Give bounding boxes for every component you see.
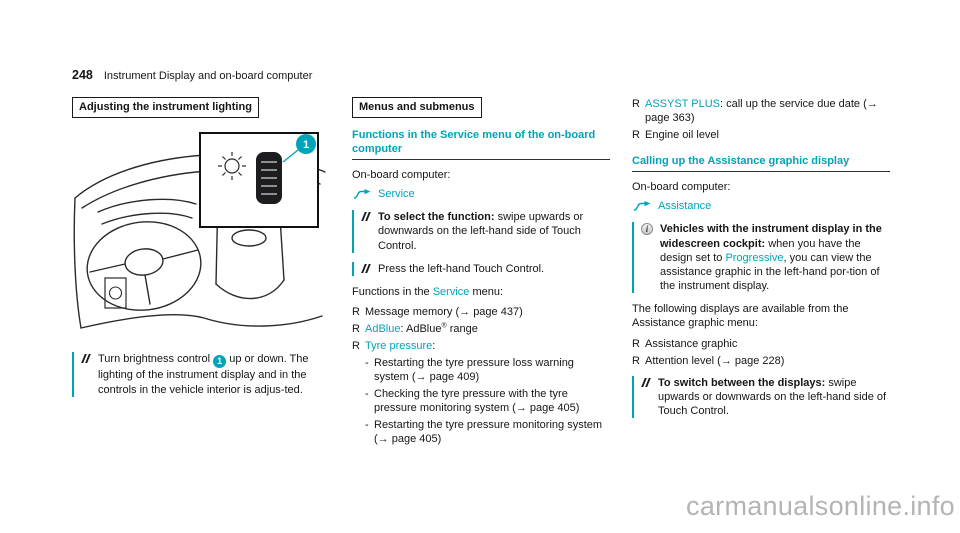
box-title-text: Menus and submenus xyxy=(359,101,475,113)
sub-list-item-checking-pressure xyxy=(365,387,610,415)
text-segment: up or down. The lighting of the instrument display and in the controls in the vehicle interior is adjus-ted. xyxy=(98,353,309,396)
page-title: Instrument Display and on-board computer xyxy=(103,70,313,82)
list-item-text: Attention level (→ page 228) xyxy=(645,355,785,368)
sub-list-item-restart-loss-warning xyxy=(365,356,610,384)
list-item-text xyxy=(645,97,890,125)
instruction-lead: To switch between the displays: xyxy=(658,377,826,390)
dashboard-drawing xyxy=(72,128,328,338)
link-tyre-pressure[interactable]: Tyre pressure xyxy=(365,339,433,352)
callout-1-label: 1 xyxy=(302,139,310,152)
column-right xyxy=(632,97,890,449)
menu-path-label-assistance[interactable]: Assistance xyxy=(658,200,712,213)
instruction-arrow-icon xyxy=(361,212,371,221)
instruction-arrow-icon xyxy=(81,354,91,363)
link-adblue[interactable]: AdBlue xyxy=(365,322,401,335)
section-heading-service-menu: Functions in the Service menu of the on-board computer xyxy=(352,128,610,160)
watermark: carmanualsonline.info xyxy=(686,491,955,522)
control-locator-box xyxy=(105,278,126,308)
text-segment: : AdBlue xyxy=(400,322,442,335)
instruction-text xyxy=(378,210,610,252)
bullet-glyph: R xyxy=(632,129,640,142)
magnifier-inset xyxy=(200,133,318,227)
list-item-text: Engine oil level xyxy=(645,129,719,142)
text-segment: when you have the design set to xyxy=(660,237,861,264)
list-item-assyst-plus xyxy=(632,97,890,125)
info-icon: i xyxy=(641,223,653,235)
text-segment: range xyxy=(446,322,478,335)
bullet-glyph: R xyxy=(352,339,360,352)
instruction-switch-displays xyxy=(632,376,890,418)
list-item-attention-level xyxy=(632,354,890,368)
bullet-glyph: R xyxy=(632,355,640,368)
link-progressive[interactable]: Progressive xyxy=(725,251,784,264)
link-service[interactable]: Service xyxy=(432,285,470,298)
bullet-glyph: R xyxy=(632,338,640,351)
box-title-text: Adjusting the instrument lighting xyxy=(79,101,252,113)
bullet-glyph: R xyxy=(352,322,360,335)
text-segment: , you can view the assistance graphic in the left-hand por-tion of the instrument display. xyxy=(660,251,880,292)
text-segment: swipe upwards or downwards on the left-hand side of Touch Control. xyxy=(378,211,584,252)
menu-path-arrow-icon xyxy=(353,189,371,199)
sub-item-text: Restarting the tyre pressure monitoring system (→ page 405) xyxy=(374,419,603,446)
sub-item-text: Restarting the tyre pressure loss warning system (→ page 409) xyxy=(374,357,574,384)
instruction-text xyxy=(98,352,330,396)
instruction-select-function xyxy=(352,210,610,252)
menu-path-service xyxy=(352,187,610,201)
instruction-brightness xyxy=(72,352,330,396)
dash-glyph: - xyxy=(365,357,369,370)
text-segment: : xyxy=(432,339,436,352)
note-lead: Vehicles with the instrument display in the widescreen cockpit: xyxy=(660,223,882,250)
sub-item-text: Checking the tyre pressure with the tyre pressure monitoring system (→ page 405) xyxy=(374,388,580,415)
note-widescreen-cockpit xyxy=(632,222,890,292)
list-item-text xyxy=(365,322,478,336)
content-columns xyxy=(72,97,890,449)
instruction-text xyxy=(658,376,890,418)
note-text xyxy=(660,222,890,292)
text-segment: swipe upwards or downwards on the left-hand side of Touch Control. xyxy=(658,377,887,418)
text-segment: menu: xyxy=(472,285,504,298)
list-item-assistance-graphic xyxy=(632,337,890,351)
page-number: 248 xyxy=(72,68,93,82)
text-segment: Functions in the xyxy=(352,285,430,298)
section-heading-assistance-display: Calling up the Assistance graphic display xyxy=(632,154,890,172)
bullet-glyph: R xyxy=(632,98,640,110)
list-item-adblue xyxy=(352,322,610,336)
list-item-tyre-pressure xyxy=(352,339,610,353)
instruction-lead: To select the function: xyxy=(378,211,495,224)
onboard-computer-label: On-board computer: xyxy=(632,181,731,194)
menu-path-label-service[interactable]: Service xyxy=(378,188,415,201)
text-segment: : call up the service due date (→ page 363) xyxy=(645,98,878,125)
instruction-text: Press the left-hand Touch Control. xyxy=(378,262,545,275)
menu-path-arrow-icon xyxy=(633,201,651,211)
registered-mark: ® xyxy=(441,322,447,330)
sub-list-item-restart-monitoring xyxy=(365,418,610,446)
dashboard-illustration xyxy=(72,128,330,342)
page-header xyxy=(72,67,312,83)
list-item-engine-oil-level xyxy=(632,128,890,142)
steering-wheel xyxy=(82,215,206,316)
instruction-arrow-icon xyxy=(641,378,651,387)
functions-in-service-line xyxy=(352,285,610,299)
link-assyst-plus[interactable]: ASSYST PLUS xyxy=(645,98,720,110)
assistance-menu-intro: The following displays are available from the Assistance graphic menu: xyxy=(632,302,849,329)
menu-path-assistance xyxy=(632,199,890,213)
list-item-message-memory xyxy=(352,305,610,319)
list-item-text xyxy=(365,339,435,353)
onboard-computer-label: On-board computer: xyxy=(352,169,451,182)
list-item-text: Assistance graphic xyxy=(645,338,738,351)
text-segment: Turn brightness control xyxy=(98,353,211,366)
instruction-arrow-icon xyxy=(361,264,371,273)
section-box-adjusting-lighting xyxy=(72,97,259,118)
dash-glyph: - xyxy=(365,419,369,432)
instruction-press-touch-control xyxy=(352,262,610,276)
section-box-menus-submenus xyxy=(352,97,482,118)
callout-1-badge: 1 xyxy=(213,355,226,368)
bullet-glyph: R xyxy=(352,305,360,318)
column-left xyxy=(72,97,330,449)
dash-glyph: - xyxy=(365,388,369,401)
column-middle xyxy=(352,97,610,449)
list-item-text: Message memory (→ page 437) xyxy=(365,305,523,318)
